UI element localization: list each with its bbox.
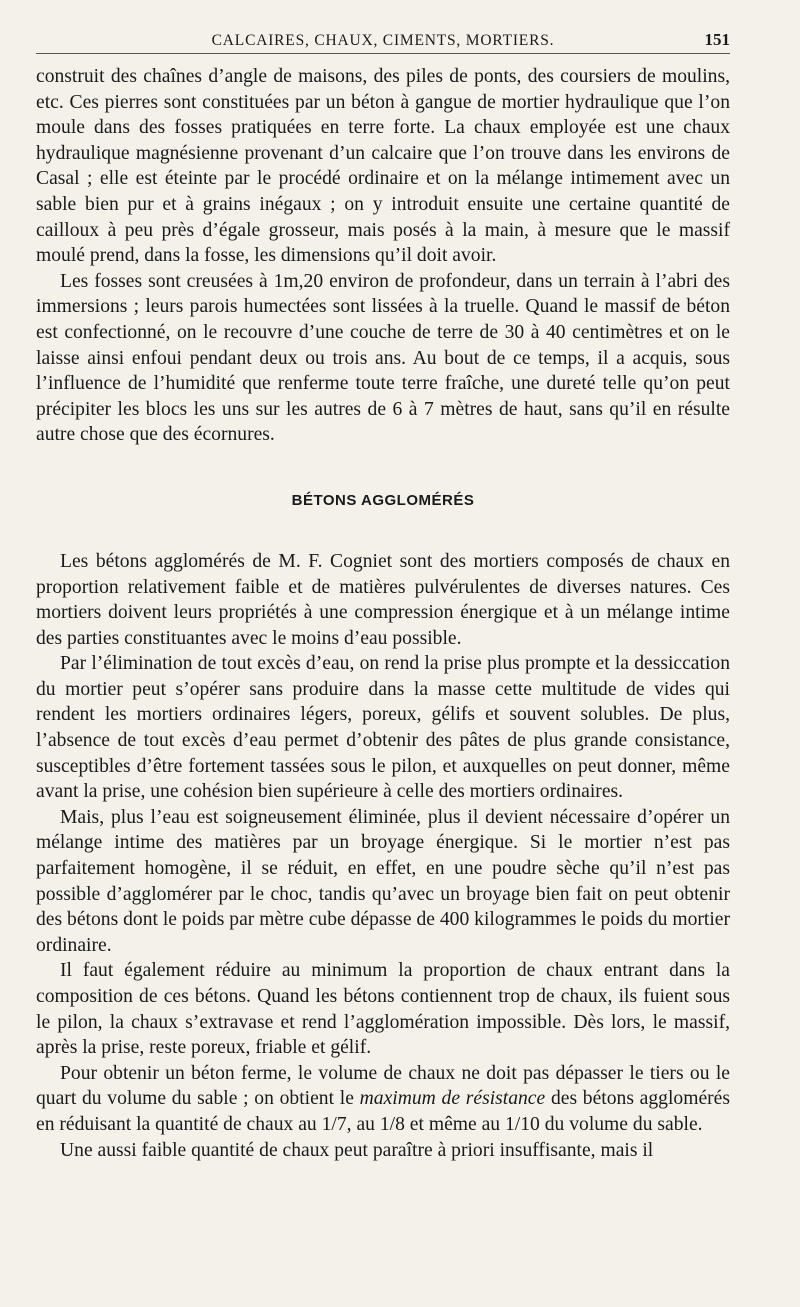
book-page xyxy=(36,28,730,1163)
paragraph-text: Pour obtenir un béton ferme, le volume de chaux ne doit pas dépasser le tiers ou le quart du volume du sable ; on obtient le xyxy=(36,1062,730,1110)
paragraph: Il faut également réduire au minimum la proportion de chaux entrant dans la composition de ces bétons. Quand les bétons contiennent trop de chaux, ils fuient sous le pilon, la chaux s’extravase et rend l’agglomération impossible. Dès lors, le massif, après la prise, reste poreux, friable et gélif. xyxy=(36,960,730,1059)
emphasis-text: maximum de résistance xyxy=(359,1088,546,1110)
running-title: CALCAIRES, CHAUX, CIMENTS, MORTIERS. xyxy=(211,32,555,49)
paragraph: Les fosses sont creusées à 1m,20 environ de profondeur, dans un terrain à l’abri des immersions ; leurs parois humectées sont lissées à la truelle. Quand le massif de béton est confectionné, on le recouvre d’une couche de terre de 30 à 40 centimètres et on le laisse ainsi enfoui pendant deux ou trois ans. Au bout de ce temps, il a acquis, sous l’influence de l’humidité que renferme toute terre fraîche, une dureté telle qu’on peut précipiter les blocs les uns sur les autres de 6 à 7 mètres de haut, sans qu’il en résulte autre chose que des écornures. xyxy=(36,270,730,446)
paragraph: construit des chaînes d’angle de maisons, des piles de ponts, des coursiers de moulins, etc. Ces pierres sont constituées par un béton à gangue de mortier hydraulique que l’on moule dans des fosses pratiquées en terre forte. La chaux employée est une chaux hydraulique magnésienne provenant d’un calcaire que l’on trouve dans les environs de Casal ; elle est éteinte par le procédé ordinaire et on la mélange intimement avec un sable bien pur et à grains inégaux ; on y introduit ensuite une certaine quantité de cailloux à peu près d’égale grosseur, mais posés à la main, à mesure que le massif moulé prend, dans la fosse, les dimensions qu’il doit avoir. xyxy=(36,66,730,267)
running-head xyxy=(36,28,730,54)
paragraph-text: des bétons agglomérés en réduisant la quantité de chaux au 1/7, au 1/8 et même au 1/10 du volume du sable. xyxy=(36,1088,730,1135)
header-rule xyxy=(36,53,730,54)
paragraph-maximum xyxy=(36,1061,730,1138)
paragraph: Les bétons agglomérés de M. F. Cogniet sont des mortiers composés de chaux en proportion relativement faible et de matières pulvérulentes de diverses natures. Ces mortiers doivent leurs propriétés à une compression énergique et à un mélange intime des parties constituantes avec le moins d’eau possible. xyxy=(36,550,730,649)
paragraph: Mais, plus l’eau est soigneusement éliminée, plus il devient nécessaire d’opérer un mélange intime des matières par un broyage énergique. Si le mortier n’est pas parfaitement homogène, il se réduit, en effet, en une poudre sèche qu’il n’est pas possible d’agglomérer par le choc, tandis qu’avec un broyage bien fait on peut obtenir des bétons dont le poids par mètre cube dépasse de 400 kilogrammes le poids du mortier ordinaire. xyxy=(36,806,730,956)
paragraph: Par l’élimination de tout excès d’eau, on rend la prise plus prompte et la dessiccation du mortier peut s’opérer sans produire dans la masse cette multitude de vides qui rendent les mortiers ordinaires légers, poreux, gélifs et souvent solubles. De plus, l’absence de tout excès d’eau permet d’obtenir des pâtes de plus grande consistance, susceptibles d’être fortement tassées sous le pilon, et auxquelles on peut donner, même avant la prise, une cohésion bien supérieure à celle des mortiers ordinaires. xyxy=(36,653,730,803)
section-heading: BÉTONS AGGLOMÉRÉS xyxy=(291,491,475,509)
page-number: 151 xyxy=(704,30,730,49)
paragraph: Une aussi faible quantité de chaux peut paraître à priori insuffisante, mais il xyxy=(60,1139,654,1161)
